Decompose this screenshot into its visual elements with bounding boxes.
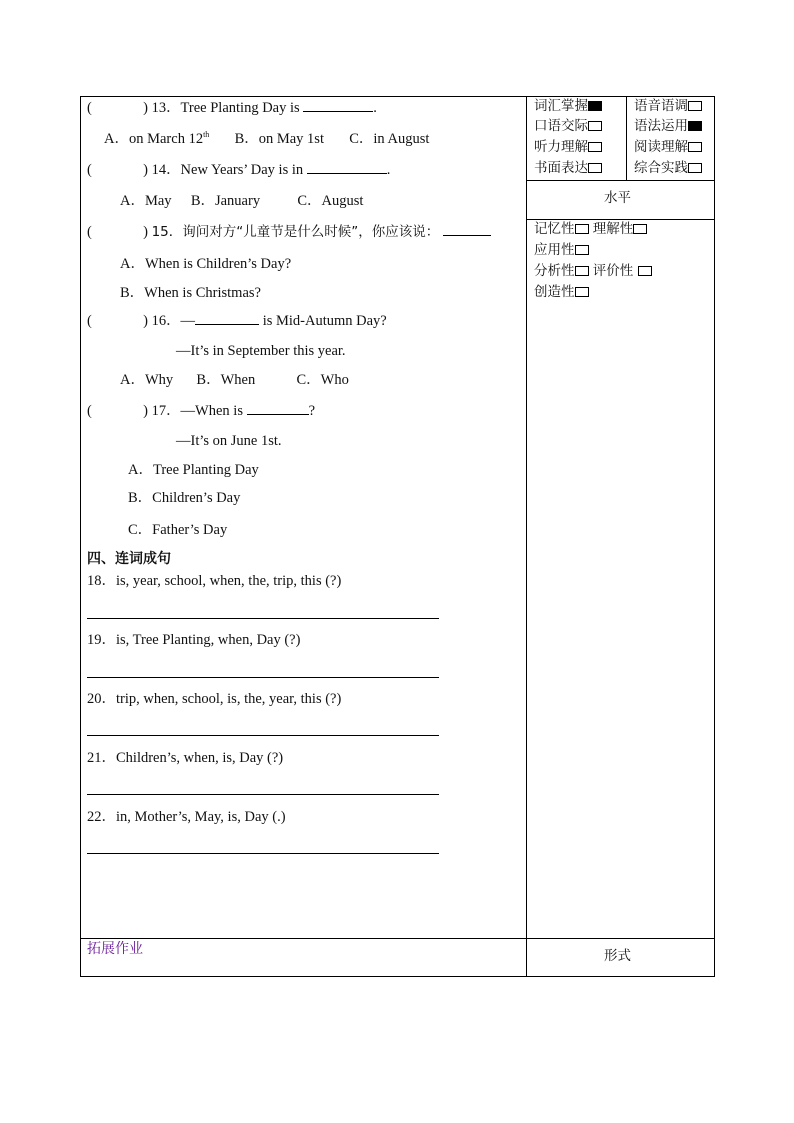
q15-paren-close: ) <box>143 224 148 240</box>
level-evaluation-label: 评价性 <box>592 263 634 279</box>
footer-row-line <box>80 938 715 939</box>
q17-text-post: ? <box>308 403 316 419</box>
level-header-line <box>526 219 715 220</box>
q17-paren-open: ( <box>87 403 92 419</box>
q13-text: 13．Tree Planting Day is <box>151 100 300 116</box>
question-14 <box>87 163 390 178</box>
q17-reply: —It’s on June 1st. <box>176 433 282 449</box>
skill-vocabulary <box>534 100 602 114</box>
q13-option-c: C．in August <box>349 131 430 147</box>
level-creation-label: 创造性 <box>534 284 575 300</box>
level-row-4 <box>534 286 589 300</box>
extension-homework-label: 拓展作业 <box>87 941 143 957</box>
skill-grammar-checkbox[interactable] <box>688 121 702 131</box>
q17-text-pre: 17．—When is <box>151 403 243 419</box>
skill-grammar <box>634 120 702 134</box>
skill-practice-label: 综合实践 <box>634 160 688 176</box>
q14-end: . <box>386 162 391 178</box>
skill-writing <box>534 162 602 176</box>
skill-pronunciation <box>634 100 702 114</box>
skill-listening <box>534 141 602 155</box>
q14-option-b: B．January <box>190 193 261 209</box>
level-row-3 <box>534 265 652 279</box>
level-analysis-checkbox[interactable] <box>575 266 589 276</box>
q13-option-b: B．on May 1st <box>234 131 324 147</box>
level-analysis-label: 分析性 <box>534 263 575 279</box>
skill-pronunciation-label: 语音语调 <box>634 98 688 114</box>
skills-bottom-line <box>526 180 715 181</box>
q16-option-a: A．Why <box>120 372 174 388</box>
sentence-18: 18．is, year, school, when, the, trip, this (?) <box>87 573 342 589</box>
table-border-right <box>714 96 715 976</box>
skill-practice-checkbox[interactable] <box>688 163 702 173</box>
q16-option-c: C．Who <box>296 372 349 388</box>
level-header: 水平 <box>604 190 631 206</box>
skill-speaking-label: 口语交际 <box>534 118 588 134</box>
q16-blank <box>195 323 259 325</box>
q16-text-post: is Mid-Autumn Day? <box>262 313 387 329</box>
answer-line-19[interactable] <box>87 677 439 678</box>
q17-blank <box>247 413 309 415</box>
answer-line-22[interactable] <box>87 853 439 854</box>
sentence-19: 19．is, Tree Planting, when, Day (?) <box>87 632 301 648</box>
skill-reading <box>634 141 702 155</box>
q15-paren-open: ( <box>87 224 92 240</box>
skill-listening-label: 听力理解 <box>534 139 588 155</box>
q16-paren-open: ( <box>87 313 92 329</box>
q13-end: . <box>373 100 377 116</box>
level-row-1 <box>534 223 647 237</box>
section-4-title: 四、连词成句 <box>87 551 171 567</box>
q13-paren-open: ( <box>87 100 92 116</box>
q14-option-c: C．August <box>297 193 364 209</box>
q14-blank <box>307 172 387 174</box>
answer-line-21[interactable] <box>87 794 439 795</box>
q16-text-pre: 16．— <box>151 313 196 329</box>
level-memory-checkbox[interactable] <box>575 224 589 234</box>
question-15 <box>87 225 491 240</box>
skill-reading-label: 阅读理解 <box>634 139 688 155</box>
level-memory-label: 记忆性 <box>534 221 575 237</box>
q13-paren-close: ) <box>143 100 148 116</box>
q14-option-a: A．May <box>120 193 172 209</box>
question-16 <box>87 314 387 329</box>
skill-reading-checkbox[interactable] <box>688 142 702 152</box>
level-row-2 <box>534 244 589 258</box>
table-border-bottom <box>80 976 715 977</box>
level-application-label: 应用性 <box>534 242 575 258</box>
q15-blank <box>443 234 491 236</box>
level-understanding-label: 理解性 <box>592 221 634 237</box>
answer-line-20[interactable] <box>87 735 439 736</box>
level-evaluation-checkbox[interactable] <box>638 266 652 276</box>
q15-text: 15．询问对方“儿童节是什么时候”，你应该说： <box>151 224 440 240</box>
sentence-20: 20．trip, when, school, is, the, year, this (?) <box>87 691 342 707</box>
q17-option-a: A．Tree Planting Day <box>128 462 259 478</box>
table-border-top <box>80 96 715 97</box>
sentence-21: 21．Children’s, when, is, Day (?) <box>87 750 284 766</box>
q16-paren-close: ) <box>143 313 148 329</box>
skill-vocabulary-label: 词汇掌握 <box>534 98 588 114</box>
form-label: 形式 <box>604 948 631 964</box>
question-13 <box>87 101 377 116</box>
skill-speaking <box>534 120 602 134</box>
q13-option-a-sup: th <box>203 130 210 139</box>
level-creation-checkbox[interactable] <box>575 287 589 297</box>
answer-line-18[interactable] <box>87 618 439 619</box>
q13-options <box>104 132 429 147</box>
skill-practice <box>634 162 702 176</box>
q15-option-a: A．When is Children’s Day? <box>120 256 292 272</box>
q16-option-b: B．When <box>196 372 256 388</box>
skill-grammar-label: 语法运用 <box>634 118 688 134</box>
q13-blank <box>303 110 373 112</box>
q17-option-b: B．Children’s Day <box>128 490 241 506</box>
level-application-checkbox[interactable] <box>575 245 589 255</box>
column-divider <box>526 96 527 976</box>
q14-paren-close: ) <box>143 162 148 178</box>
skill-listening-checkbox[interactable] <box>588 142 602 152</box>
q14-paren-open: ( <box>87 162 92 178</box>
q17-option-c: C．Father’s Day <box>128 522 228 538</box>
table-border-left <box>80 96 81 976</box>
sentence-22: 22．in, Mother’s, May, is, Day (.) <box>87 809 286 825</box>
q15-option-b: B．When is Christmas? <box>120 285 261 301</box>
q14-options <box>120 194 363 209</box>
skill-pronunciation-checkbox[interactable] <box>688 101 702 111</box>
q16-reply: —It’s in September this year. <box>176 343 346 359</box>
q13-option-a: A．on March 12 <box>104 131 204 147</box>
skill-writing-label: 书面表达 <box>534 160 588 176</box>
skill-vocabulary-checkbox[interactable] <box>588 101 602 111</box>
skill-writing-checkbox[interactable] <box>588 163 602 173</box>
q17-paren-close: ) <box>143 403 148 419</box>
skill-speaking-checkbox[interactable] <box>588 121 602 131</box>
level-understanding-checkbox[interactable] <box>633 224 647 234</box>
question-17 <box>87 404 315 419</box>
skills-divider <box>626 96 627 180</box>
q16-options <box>120 373 349 388</box>
q14-text: 14．New Years’ Day is in <box>151 162 304 178</box>
